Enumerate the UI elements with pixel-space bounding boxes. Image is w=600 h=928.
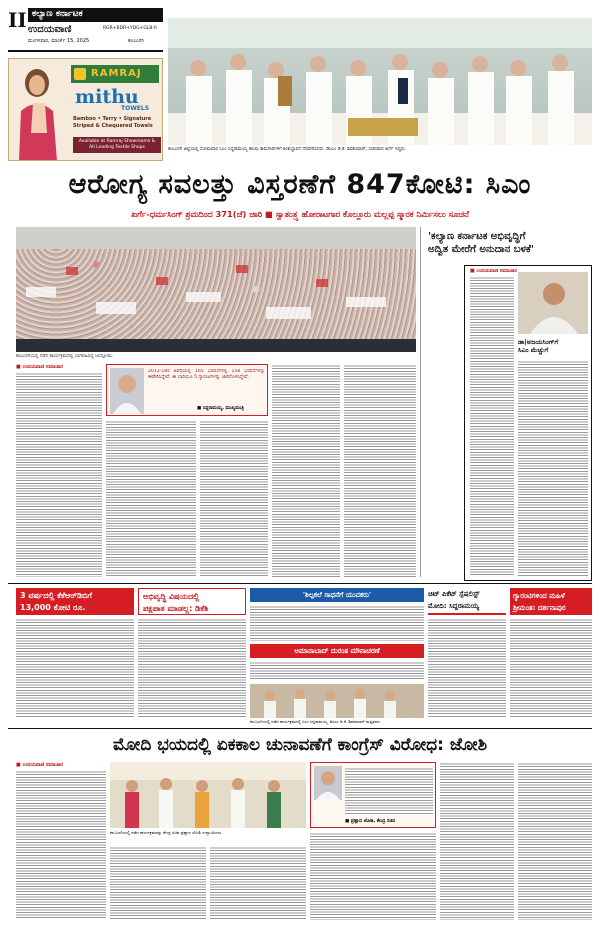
page-number: II — [8, 8, 27, 32]
kkrdb-headline-line-1: 3 ವರ್ಷದಲ್ಲಿ ಕೆಕೆಆರ್‌ಡಿಬಿಗೆ — [20, 591, 93, 600]
kkrdb-headline — [16, 588, 134, 615]
right-column-2 — [518, 360, 588, 576]
edition-codes: RGR+BDR+YDG+GLB:II — [103, 26, 157, 31]
leaders-group-image — [168, 18, 592, 145]
ramraj-advertisement — [8, 58, 163, 161]
lead-column-5 — [344, 364, 416, 577]
sculpture-headline: 'ಶಿಲ್ಪಕಲೆ ಸಾಧನೆಗೆ ಯುವಕರು' — [250, 588, 424, 602]
bottom-column-4 — [310, 832, 436, 920]
joshi-photo-caption: ಕಲಬುರಗಿಯಲ್ಲಿ ನಡೆದ ಕಾರ್ಯಕ್ರಮವನ್ನು ಕೇಂದ್ರ ಸಚಿವ ಪ್ರಹ್ಲಾದ ಜೋಶಿ ಉದ್ಘಾಟಿಸಿದರು. — [110, 830, 223, 835]
darshanapur-headline — [510, 588, 592, 615]
sculpture-body — [250, 605, 424, 641]
right-headline-line-1: 'ಕಲ್ಯಾಣ ಕರ್ನಾಟಕ ಅಭಿವೃದ್ಧಿಗೆ — [428, 231, 526, 242]
cm-quote-credit: ■ ಸಿದ್ದರಾಮಯ್ಯ, ಮುಖ್ಯಮಂತ್ರಿ — [197, 406, 244, 411]
ad-copy — [73, 116, 161, 129]
masthead-rule — [8, 50, 163, 52]
joshi-portrait — [314, 766, 342, 800]
dks-headline-line-2: ಪಕ್ಷಪಾತ ಮಾಡಲ್ಲ: ಡಿಕೆಶಿ — [143, 604, 209, 613]
ceremony-photo — [250, 684, 424, 718]
bottom-column-2 — [110, 846, 206, 920]
ramraj-logo — [71, 65, 159, 83]
amanabad-body — [250, 661, 424, 681]
bottom-byline: ■ ಉದಯವಾಣಿ ಸಮಾಚಾರ — [16, 762, 63, 768]
dks-headline-line-1: ಅಭಿವೃದ್ಧಿ ವಿಷಯದಲ್ಲಿ — [143, 592, 200, 601]
crowd-photo — [16, 227, 416, 352]
right-headline-line-2: ಅದ್ವಿತ ಮೇರೆಗೆ ಅನುದಾನ ಬಳಕೆ' — [428, 244, 534, 255]
ramraj-wordmark: RAMRAJ — [91, 68, 142, 79]
joshi-quote-credit: ■ ಪ್ರಹ್ಲಾದ ಜೋಶಿ, ಕೇಂದ್ರ ಸಚಿವ — [345, 819, 396, 824]
section-name: ಕಲ್ಯಾಣ ಕರ್ನಾಟಕ — [28, 8, 163, 22]
cm-quote-box — [106, 364, 268, 416]
top-photo — [168, 18, 592, 145]
lead-column-1 — [16, 372, 102, 577]
ad-line-4: All Leading Textile Shops — [89, 145, 145, 150]
paper-name: ಉದಯವಾಣಿ — [28, 24, 72, 35]
ad-line-1: Bamboo • Terry • Signature — [73, 116, 152, 122]
cm-portrait — [110, 368, 144, 414]
edition-city: ಕಲಬುರಗಿ — [128, 38, 144, 44]
issue-date: ಮಂಗಳವಾರ, ಮಾರ್ಚ್ 15, 2025 — [28, 38, 90, 44]
lead-subhead: ಖರ್ಗೆ-ಧರ್ಮಸಿಂಗ್ ಶ್ರಮದಿಂದ 371(ಜೆ) ಜಾರಿ ■ ಸ್ವಾತಂತ್ರ್ಯ ಹೋರಾಟಗಾರ ಕೊಲ್ಲೂರು ಮಲ್ಲಪ್ಪ ಸ್ಮಾರಕ ನಿರ್ಮಿಸಲು ಸೂಚನೆ — [131, 209, 469, 219]
ajay-singh-quote-title — [518, 338, 588, 354]
right-headline — [428, 230, 592, 256]
ceremony-caption: ಕಲಬುರಗಿಯಲ್ಲಿ ನಡೆದ ಕಾರ್ಯಕ್ರಮದಲ್ಲಿ ಸಿಎಂ ಸಿದ್ದರಾಮಯ್ಯ, ಡಿಸಿಎಂ ಡಿ.ಕೆ. ಶಿವಕುಮಾರ್ ಮತ್ತಿತರರು. — [250, 719, 382, 724]
bottom-headline: ಮೋದಿ ಭಯದಲ್ಲಿ ಏಕಕಾಲ ಚುನಾವಣೆಗೆ ಕಾಂಗ್ರೆಸ್ ವಿರೋಧ: ಜೋಶಿ — [112, 735, 488, 755]
dks-headline — [138, 588, 246, 615]
quote-title-line-1: ಡಾ|ಅಜಯಸಿಂಗ್‌ಗೆ — [518, 338, 559, 346]
lead-column-4 — [272, 364, 340, 577]
modi-body — [428, 618, 506, 718]
lead-column-3 — [200, 420, 268, 577]
model-figure — [11, 63, 63, 161]
right-byline: ■ ಉದಯವಾಣಿ ಸಮಾಚಾರ — [470, 268, 517, 274]
right-column-1 — [470, 276, 514, 576]
crowd-image — [16, 227, 416, 352]
masthead — [8, 8, 163, 50]
bottom-column-6 — [518, 762, 592, 920]
quote-title-line-2: ಸಿಎಂ ಮೆಚ್ಚುಗೆ — [518, 346, 549, 354]
dks-body — [138, 618, 246, 718]
column-divider — [420, 227, 421, 577]
ad-line-3: Available at Ramraj Showrooms & — [78, 139, 156, 144]
kkrdb-headline-line-2: 13,000 ಕೋಟಿ ರೂ. — [20, 603, 86, 612]
mithu-logo: mithu — [75, 86, 139, 108]
kkrdb-body — [16, 618, 134, 718]
modi-headline — [428, 588, 506, 615]
section-rule — [8, 583, 592, 584]
joshi-quote-box — [310, 762, 436, 828]
ad-availability — [73, 137, 161, 153]
bottom-column-5 — [440, 762, 514, 920]
minister-portrait — [518, 272, 588, 334]
lead-column-2 — [106, 420, 196, 577]
bottom-rule — [8, 728, 592, 729]
darshanapur-body — [510, 618, 592, 718]
darshanapur-headline-line-2: ಶ್ರೀಮಂತ: ದರ್ಶನಾಪುರ — [513, 604, 566, 612]
mithu-sub: TOWELS — [121, 105, 150, 112]
bottom-column-3 — [210, 846, 306, 920]
modi-headline-line-2: ಮೋದಿ: ಸಿದ್ದರಾಮಯ್ಯ — [428, 602, 480, 610]
ad-line-2: Striped & Chequered Towels — [73, 122, 153, 129]
bottom-column-1 — [16, 770, 106, 920]
top-photo-caption: ಕಲಬುರಗಿ ಜಿಲ್ಲೆಯಲ್ಲಿ ಸೋಮವಾರ ಸಿಎಂ ಸಿದ್ದರಾಮಯ್ಯ ಹಲವು ಕಾಮಗಾರಿಗಳಿಗೆ ಶಂಕುಸ್ಥಾಪನೆ ನೆರವೇರಿಸಿದರು. ಡಿಸಿಎಂ ಡಿ.ಕೆ. ಶಿವಕುಮಾರ್, ಸಚಿವರಾದ ಖರ್ಗೆ ಇದ್ದರು. — [168, 147, 407, 152]
joshi-quote-lines — [345, 767, 433, 815]
ramraj-emblem-icon — [74, 68, 86, 80]
lead-headline: ಆರೋಗ್ಯ ಸವಲತ್ತು ವಿಸ್ತರಣೆಗೆ 847ಕೋಟಿ: ಸಿಎಂ — [68, 169, 532, 200]
darshanapur-headline-line-1: ಗ್ಯಾರಂಟಿಗಳಿಂದ ಮಹಿಳೆ — [513, 592, 565, 600]
modi-headline-line-1: ಚಿಟ್ ಪಿಕೆಟ್ ಸ್ಪೆಷಲಿಸ್ಟ್ — [428, 590, 480, 598]
amanabad-headline: ಆಮಾನಾಬಾದ್ ದುರಂತ ಮೌನಾಚರಣೆ — [250, 644, 424, 658]
joshi-event-photo — [110, 762, 306, 828]
crowd-caption: ಕಲಬುರಗಿಯಲ್ಲಿ ನಡೆದ ಕಾರ್ಯಕ್ರಮದಲ್ಲಿ ಭಾಗವಹಿಸಿದ್ದ ಜನಸ್ತೋಮ. — [16, 354, 114, 359]
lead-byline: ■ ಉದಯವಾಣಿ ಸಮಾಚಾರ — [16, 364, 63, 370]
cm-quote-text: 2013-18ರ ಅವಧಿಯಲ್ಲಿ 165 ಭರವಸೆಗಳಲ್ಲಿ 158 ಭರವಸೆಗಳನ್ನು ಈಡೇರಿಸಿದ್ದೇವೆ. ಈ ಬಾರಿಯೂ 5 ಗ್ಯಾರಂಟಿಗಳನ್ನು ಜಾರಿಗೊಳಿಸಿದ್ದೇವೆ. — [148, 369, 265, 380]
